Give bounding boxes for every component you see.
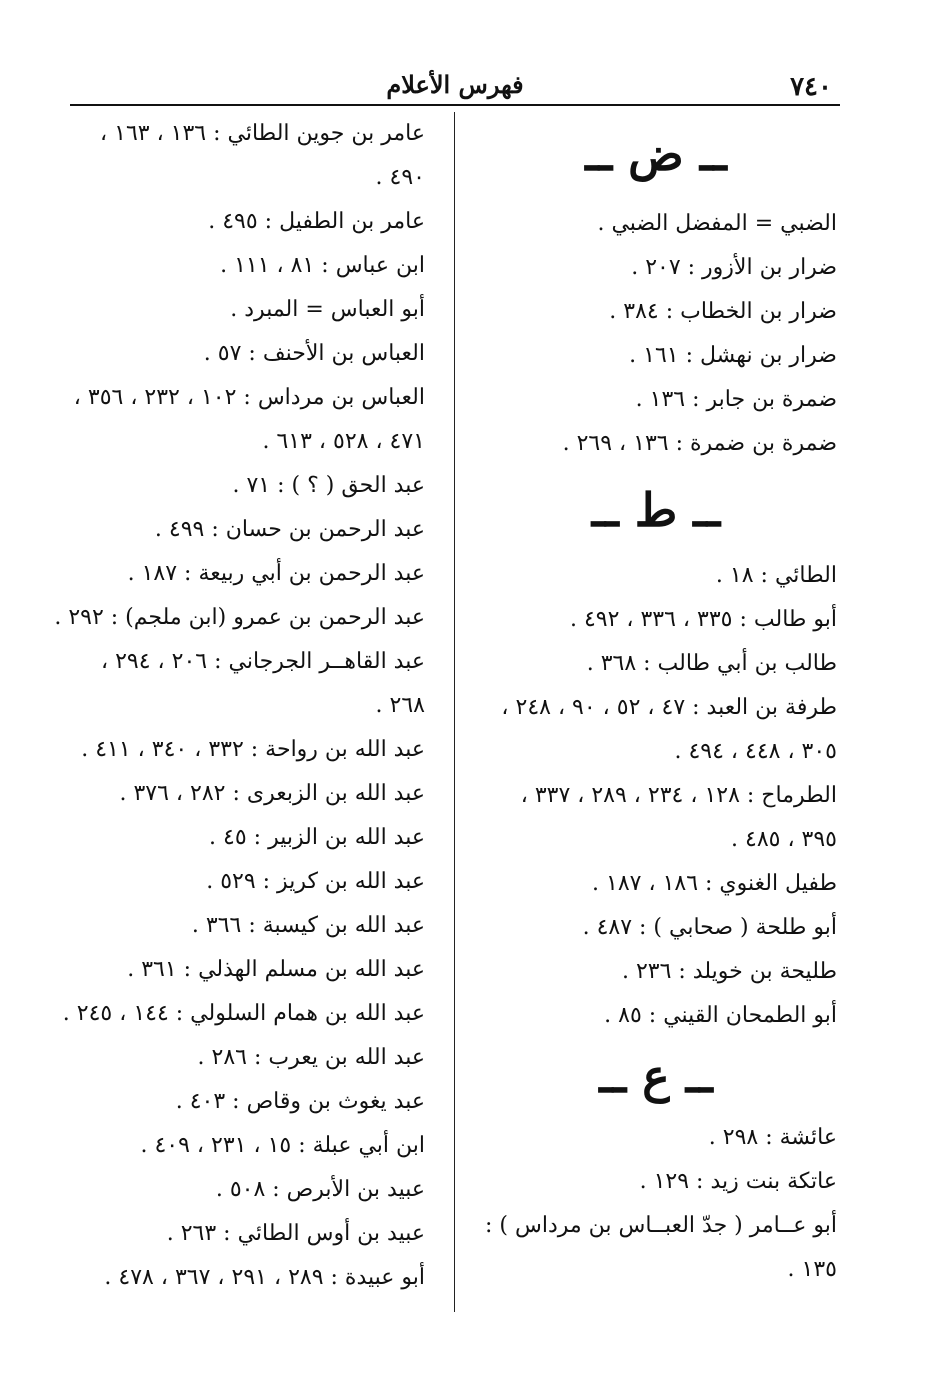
- index-entry: الطرماح : ١٢٨ ، ٢٣٤ ، ٢٨٩ ، ٣٣٧ ،: [520, 783, 837, 808]
- page-title: فهرس الأعلام: [386, 70, 524, 99]
- index-entry: ابن عباس : ٨١ ، ١١١ .: [220, 253, 425, 278]
- right-column: [475, 112, 837, 1292]
- index-entry-continuation: ١٣٥ .: [787, 1257, 837, 1282]
- index-entry: ضمرة بن ضمرة : ١٣٦ ، ٢٦٩ .: [562, 431, 837, 456]
- index-entry: ضرار بن نهشل : ١٦١ .: [629, 343, 837, 368]
- index-entry: عبد الرحمن بن عمرو (ابن ملجم) : ٢٩٢ .: [54, 605, 425, 630]
- index-entry: عامر بن الطفيل : ٤٩٥ .: [208, 209, 425, 234]
- index-entry: عبد الرحمن بن أبي ربيعة : ١٨٧ .: [127, 561, 425, 586]
- index-entry: عبد يغوث بن وقاص : ٤٠٣ .: [175, 1089, 425, 1114]
- left-column: [54, 112, 425, 1300]
- index-entry: ابن أبي عبلة : ١٥ ، ٢٣١ ، ٤٠٩ .: [140, 1133, 425, 1158]
- index-entry-continuation: ٤٩٠ .: [375, 165, 425, 190]
- index-entry: عبيد بن الأبرص : ٥٠٨ .: [215, 1177, 425, 1202]
- index-entry: أبو طلحة ( صحابي ) : ٤٨٧ .: [582, 915, 837, 940]
- index-entry: عبد القاهــر الجرجاني : ٢٠٦ ، ٢٩٤ ،: [101, 649, 425, 674]
- index-entry: ضرار بن الأزور : ٢٠٧ .: [631, 255, 837, 280]
- page-header: [70, 66, 840, 104]
- index-entry: عبد الله بن رواحة : ٣٣٢ ، ٣٤٠ ، ٤١١ .: [81, 737, 425, 762]
- index-entry: طرفة بن العبد : ٤٧ ، ٥٢ ، ٩٠ ، ٢٤٨ ،: [501, 695, 837, 720]
- index-entry: أبو عــامر ( جدّ العبــاس بن مرداس ) :: [485, 1213, 837, 1238]
- index-entry-continuation: ٣٩٥ ، ٤٨٥ .: [731, 827, 837, 852]
- index-entry: طليحة بن خويلد : ٢٣٦ .: [621, 959, 837, 984]
- index-entry: العباس بن الأحنف : ٥٧ .: [203, 341, 425, 366]
- index-entry: أبو الطمحان القيني : ٨٥ .: [604, 1003, 837, 1028]
- column-divider: [454, 112, 455, 1312]
- index-entry: عبد الرحمن بن حسان : ٤٩٩ .: [154, 517, 425, 542]
- index-entry-continuation: ٢٦٨ .: [375, 693, 425, 718]
- index-entry: طفيل الغنوي : ١٨٦ ، ١٨٧ .: [592, 871, 837, 896]
- page-number: ٧٤٠: [790, 72, 832, 102]
- index-entry: الضبي = المفضل الضبي .: [597, 211, 837, 236]
- index-entry: عبيد بن أوس الطائي : ٢٦٣ .: [166, 1221, 425, 1246]
- index-entry: ضمرة بن جابر : ١٣٦ .: [635, 387, 837, 412]
- header-rule: [70, 104, 840, 106]
- index-entry: عبد الحق ( ؟ ) : ٧١ .: [232, 473, 425, 498]
- index-entry: عبد الله بن كيسبة : ٣٦٦ .: [191, 913, 425, 938]
- index-entry: أبو طالب : ٣٣٥ ، ٣٣٦ ، ٤٩٢ .: [569, 607, 837, 632]
- index-entry: عائشة : ٢٩٨ .: [708, 1125, 837, 1150]
- letter-heading-dad: ــ ض ــ: [585, 127, 727, 181]
- index-entry: أبو العباس = المبرد .: [230, 297, 425, 322]
- index-entry: أبو عبيدة : ٢٨٩ ، ٢٩١ ، ٣٦٧ ، ٤٧٨ .: [104, 1265, 425, 1290]
- index-entry: العباس بن مرداس : ١٠٢ ، ٢٣٢ ، ٣٥٦ ،: [73, 385, 425, 410]
- letter-heading-ta: ــ ط ــ: [591, 483, 721, 537]
- index-entry: عاتكة بنت زيد : ١٢٩ .: [639, 1169, 837, 1194]
- letter-heading-ayn: ــ ع ــ: [599, 1049, 713, 1103]
- index-entry: عبد الله بن الزبعرى : ٢٨٢ ، ٣٧٦ .: [119, 781, 425, 806]
- index-entry-continuation: ٤٧١ ، ٥٢٨ ، ٦١٣ .: [262, 429, 425, 454]
- index-entry-continuation: ٣٠٥ ، ٤٤٨ ، ٤٩٤ .: [674, 739, 837, 764]
- index-entry: ضرار بن الخطاب : ٣٨٤ .: [609, 299, 837, 324]
- index-entry: عبد الله بن الزبير : ٤٥ .: [209, 825, 425, 850]
- index-entry: عامر بن جوين الطائي : ١٣٦ ، ١٦٣ ،: [100, 121, 425, 146]
- index-entry: الطائي : ١٨ .: [715, 563, 837, 588]
- index-entry: عبد الله بن كريز : ٥٢٩ .: [206, 869, 425, 894]
- index-entry: عبد الله بن يعرب : ٢٨٦ .: [197, 1045, 425, 1070]
- index-entry: طالب بن أبي طالب : ٣٦٨ .: [586, 651, 837, 676]
- index-entry: عبد الله بن همام السلولي : ١٤٤ ، ٢٤٥ .: [62, 1001, 425, 1026]
- index-entry: عبد الله بن مسلم الهذلي : ٣٦١ .: [127, 957, 425, 982]
